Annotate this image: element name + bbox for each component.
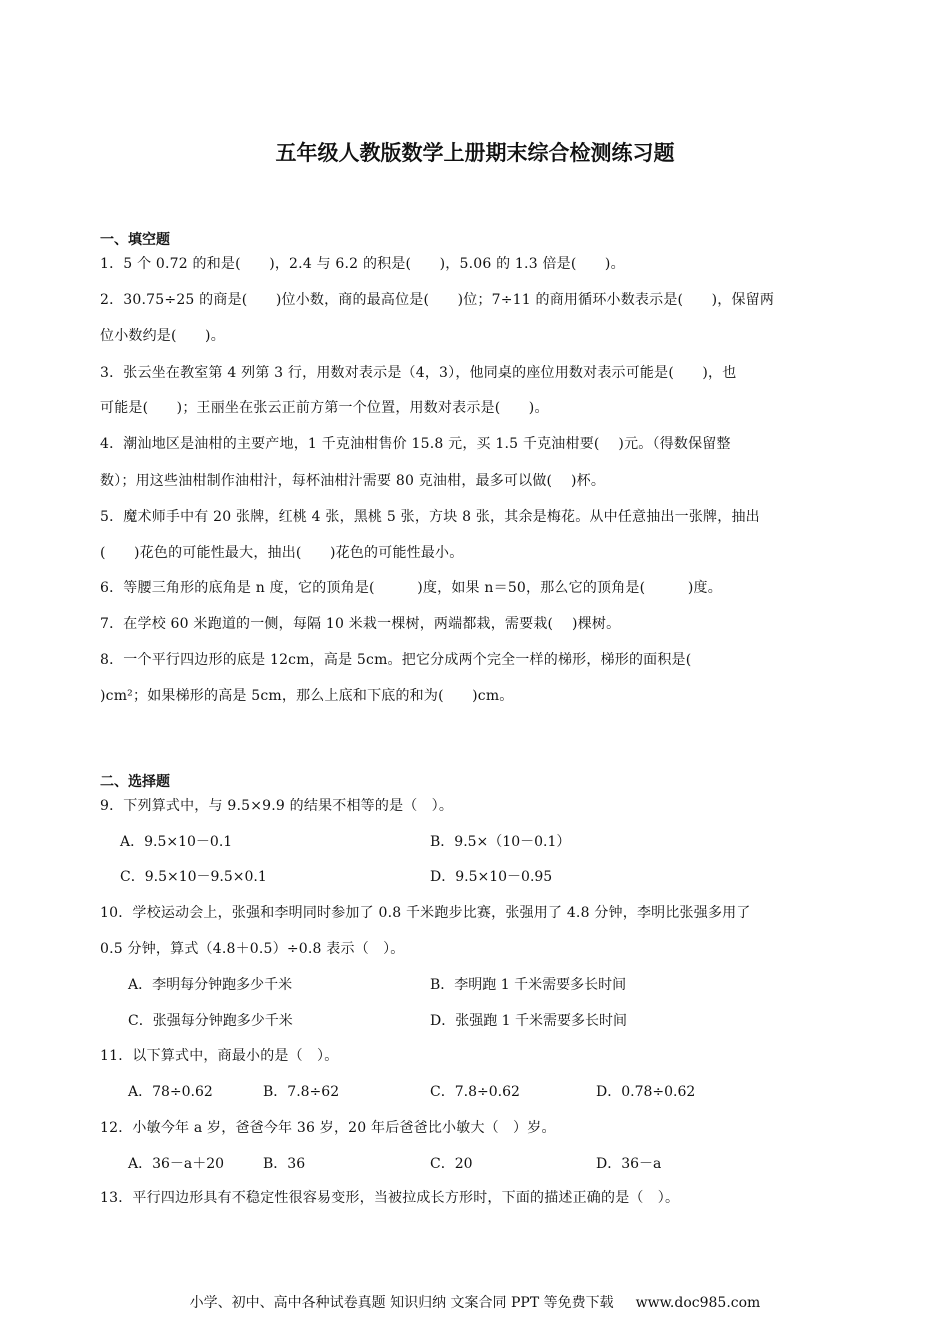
question-10-line-1: 10．学校运动会上，张强和李明同时参加了 0.8 千米跑步比赛，张强用了 4.8 分钟，李明比张强多用了 bbox=[100, 905, 751, 921]
footer-url-link[interactable]: www.doc985.com bbox=[635, 1295, 761, 1311]
q11-option-a: A．78÷0.62 bbox=[128, 1084, 213, 1100]
page-footer bbox=[0, 1292, 950, 1312]
page-title: 五年级人教版数学上册期末综合检测练习题 bbox=[275, 141, 675, 165]
question-line: 7．在学校 60 米跑道的一侧，每隔 10 米栽一棵树，两端都栽，需要栽( )棵树。 bbox=[100, 616, 621, 632]
question-line: 6．等腰三角形的底角是 n 度，它的顶角是( )度，如果 n＝50，那么它的顶角是( )度。 bbox=[100, 580, 722, 596]
q12-option-d: D．36－a bbox=[596, 1156, 662, 1172]
q10-option-c: C．张强每分钟跑多少千米 bbox=[128, 1013, 293, 1029]
question-11: 11．以下算式中，商最小的是（ ）。 bbox=[100, 1048, 339, 1064]
q10-option-a: A．李明每分钟跑多少千米 bbox=[128, 977, 293, 993]
section-heading-multiple-choice: 二、选择题 bbox=[100, 774, 170, 790]
question-line: 可能是( )；王丽坐在张云正前方第一个位置，用数对表示是( )。 bbox=[100, 400, 549, 416]
question-line: 5．魔术师手中有 20 张牌，红桃 4 张，黑桃 5 张，方块 8 张，其余是梅花。从中任意抽出一张牌，抽出 bbox=[100, 509, 760, 525]
question-13: 13．平行四边形具有不稳定性很容易变形，当被拉成长方形时，下面的描述正确的是（ ）。 bbox=[100, 1190, 680, 1206]
q9-option-c: C．9.5×10－9.5×0.1 bbox=[120, 869, 267, 885]
question-12: 12．小敏今年 a 岁，爸爸今年 36 岁，20 年后爸爸比小敏大（ ）岁。 bbox=[100, 1120, 556, 1136]
q9-option-d: D．9.5×10－0.95 bbox=[430, 869, 553, 885]
question-line: 数）；用这些油柑制作油柑汁，每杯油柑汁需要 80 克油柑，最多可以做( )杯。 bbox=[100, 473, 606, 489]
q11-option-b: B．7.8÷62 bbox=[263, 1084, 340, 1100]
question-line: 4．潮汕地区是油柑的主要产地，1 千克油柑售价 15.8 元，买 1.5 千克油柑要( )元。（得数保留整 bbox=[100, 436, 731, 452]
q11-option-d: D．0.78÷0.62 bbox=[596, 1084, 696, 1100]
q12-option-c: C．20 bbox=[430, 1156, 473, 1172]
question-line: 位小数约是( )。 bbox=[100, 328, 225, 344]
q10-option-d: D．张强跑 1 千米需要多长时间 bbox=[430, 1013, 628, 1029]
q12-option-a: A．36－a＋20 bbox=[128, 1156, 225, 1172]
question-line: 1．5 个 0.72 的和是( )，2.4 与 6.2 的积是( )，5.06 的 1.3 倍是( )。 bbox=[100, 256, 625, 272]
question-line: )cm²；如果梯形的高是 5cm，那么上底和下底的和为( )cm。 bbox=[100, 688, 514, 704]
q11-option-c: C．7.8÷0.62 bbox=[430, 1084, 520, 1100]
q10-option-b: B．李明跑 1 千米需要多长时间 bbox=[430, 977, 627, 993]
question-9: 9．下列算式中，与 9.5×9.9 的结果不相等的是（ ）。 bbox=[100, 798, 454, 814]
question-line: ( )花色的可能性最大，抽出( )花色的可能性最小。 bbox=[100, 545, 464, 561]
q9-option-a: A．9.5×10－0.1 bbox=[120, 834, 233, 850]
question-10-line-2: 0.5 分钟，算式（4.8＋0.5）÷0.8 表示（ ）。 bbox=[100, 941, 405, 957]
q9-option-b: B．9.5×（10－0.1） bbox=[430, 834, 571, 850]
footer-text: 小学、初中、高中各种试卷真题 知识归纳 文案合同 PPT 等免费下载 bbox=[189, 1295, 614, 1311]
question-line: 3．张云坐在教室第 4 列第 3 行，用数对表示是（4，3），他同桌的座位用数对表示可能是( )，也 bbox=[100, 365, 737, 381]
section-heading-fill-blank: 一、填空题 bbox=[100, 232, 170, 248]
question-line: 2．30.75÷25 的商是( )位小数，商的最高位是( )位；7÷11 的商用循环小数表示是( )，保留两 bbox=[100, 292, 775, 308]
question-line: 8．一个平行四边形的底是 12cm，高是 5cm。把它分成两个完全一样的梯形，梯形的面积是( bbox=[100, 652, 692, 668]
q12-option-b: B．36 bbox=[263, 1156, 306, 1172]
